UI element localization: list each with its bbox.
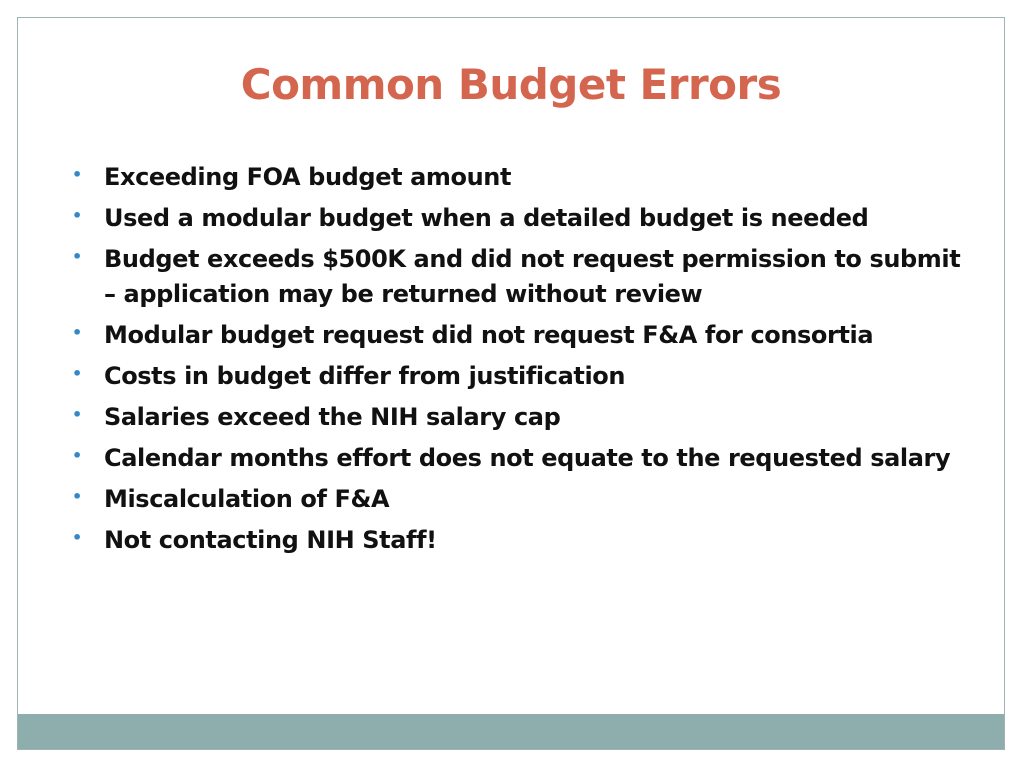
slide xyxy=(17,17,1005,750)
bullet-list xyxy=(67,160,967,564)
bullet-dot-icon: • xyxy=(72,206,82,225)
footer-bar xyxy=(18,714,1004,749)
bullet-dot-icon: • xyxy=(72,247,82,266)
bullet-item xyxy=(67,201,967,236)
bullet-text: Costs in budget differ from justification xyxy=(104,362,626,390)
bullet-dot-icon: • xyxy=(72,446,82,465)
bullet-text: Miscalculation of F&A xyxy=(104,485,390,513)
bullet-item xyxy=(67,441,967,476)
bullet-item xyxy=(67,359,967,394)
bullet-text: Modular budget request did not request F&A for consortia xyxy=(104,321,874,349)
bullet-text: Not contacting NIH Staff! xyxy=(104,526,437,554)
bullet-item xyxy=(67,400,967,435)
bullet-text: Exceeding FOA budget amount xyxy=(104,163,512,191)
bullet-text: Calendar months effort does not equate to the requested salary xyxy=(104,444,951,472)
bullet-text: Used a modular budget when a detailed budget is needed xyxy=(104,204,869,232)
bullet-text: Salaries exceed the NIH salary cap xyxy=(104,403,561,431)
bullet-item xyxy=(67,523,967,558)
bullet-text: Budget exceeds $500K and did not request permission to submit – application may be returned without review xyxy=(104,245,961,308)
bullet-dot-icon: • xyxy=(72,165,82,184)
bullet-item xyxy=(67,160,967,195)
bullet-dot-icon: • xyxy=(72,323,82,342)
bullet-dot-icon: • xyxy=(72,364,82,383)
bullet-item xyxy=(67,482,967,517)
slide-title: Common Budget Errors xyxy=(240,60,782,109)
bullet-item xyxy=(67,318,967,353)
bullet-dot-icon: • xyxy=(72,405,82,424)
bullet-item xyxy=(67,242,967,312)
bullet-dot-icon: • xyxy=(72,487,82,506)
bullet-dot-icon: • xyxy=(72,528,82,547)
